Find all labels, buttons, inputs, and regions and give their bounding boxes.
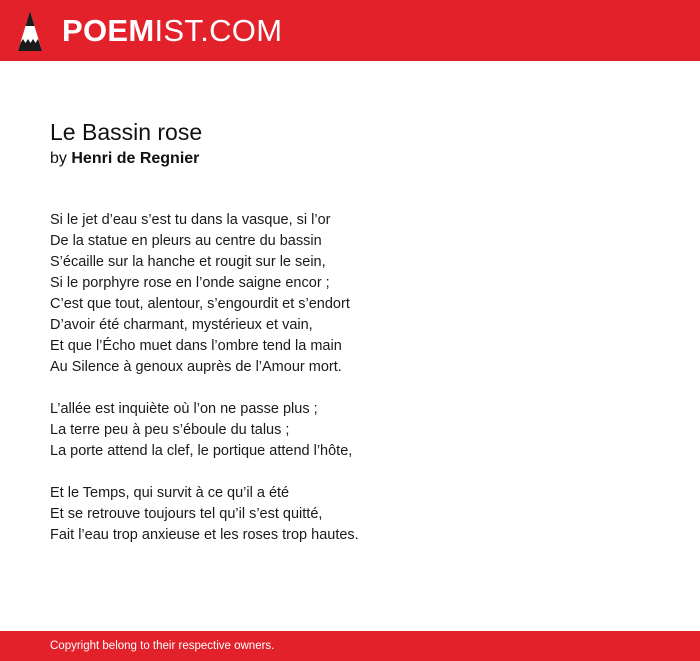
poem-line: Et se retrouve toujours tel qu’il s’est quitté,: [50, 506, 323, 522]
poem-line: D’avoir été charmant, mystérieux et vain,: [50, 317, 313, 333]
logo-light-text: IST.COM: [154, 13, 283, 48]
poem-line: Si le jet d’eau s’est tu dans la vasque, si l’or: [50, 212, 331, 228]
by-label: by: [50, 150, 67, 167]
copyright-text: Copyright belong to their respective owners.: [50, 640, 275, 652]
poem-line: C’est que tout, alentour, s’engourdit et s’endort: [50, 296, 350, 312]
poem-stanza: [50, 399, 670, 462]
poem-line: De la statue en pleurs au centre du bassin: [50, 233, 322, 249]
poem-stanza: [50, 210, 670, 378]
poem-line: La porte attend la clef, le portique attend l’hôte,: [50, 443, 353, 459]
poem-line: Au Silence à genoux auprès de l’Amour mort.: [50, 359, 342, 375]
poem-byline: [50, 148, 670, 170]
logo-bold-text: POEM: [62, 13, 155, 48]
poem-stanza: [50, 483, 670, 546]
poem-line: Si le porphyre rose en l’onde saigne encor ;: [50, 275, 330, 291]
poem-content: [50, 118, 670, 567]
poem-line: Fait l’eau trop anxieuse et les roses trop hautes.: [50, 527, 359, 543]
site-footer: [0, 631, 700, 661]
poem-title: Le Bassin rose: [50, 119, 203, 145]
site-header: [0, 0, 700, 61]
poem-line: S’écaille sur la hanche et rougit sur le sein,: [50, 254, 326, 270]
poem-line: Et le Temps, qui survit à ce qu’il a été: [50, 485, 290, 501]
poem-body: [50, 210, 670, 546]
poem-line: La terre peu à peu s’éboule du talus ;: [50, 422, 290, 438]
poem-author: Henri de Regnier: [71, 150, 200, 167]
site-logo[interactable]: [62, 12, 282, 50]
pencil-tip-icon[interactable]: [17, 10, 43, 52]
poem-line: Et que l’Écho muet dans l’ombre tend la main: [50, 338, 342, 354]
poem-line: L’allée est inquiète où l’on ne passe plus ;: [50, 401, 318, 417]
